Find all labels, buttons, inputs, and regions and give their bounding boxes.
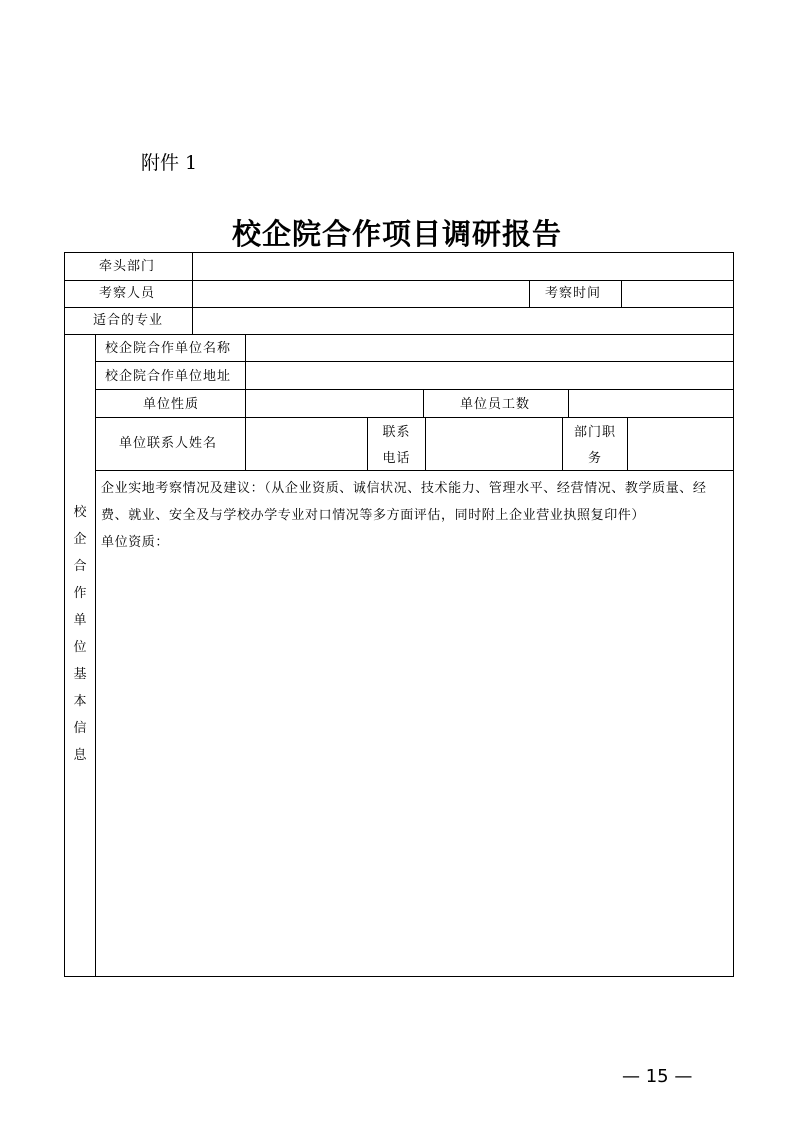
side-label-char: 位 <box>73 640 87 655</box>
position-label-line: 务 <box>587 451 602 466</box>
unit-nature-field[interactable] <box>246 389 422 417</box>
side-label-char: 基 <box>73 667 87 682</box>
phone-field[interactable] <box>426 417 561 470</box>
page-title: 校企院合作项目调研报告 <box>231 217 562 251</box>
inspect-time-field[interactable] <box>622 280 733 307</box>
position-label <box>563 420 627 472</box>
employees-field[interactable] <box>569 389 733 417</box>
col-divider <box>95 334 96 977</box>
position-field[interactable] <box>628 417 733 470</box>
employees-label: 单位员工数 <box>460 397 531 412</box>
col-divider <box>529 280 530 307</box>
side-label-vertical <box>65 499 95 769</box>
col-divider <box>423 389 424 417</box>
unit-address-label: 校企院合作单位地址 <box>105 369 232 384</box>
unit-name-field[interactable] <box>246 334 733 361</box>
attachment-label: 附件 1 <box>141 152 198 174</box>
phone-label-line: 电话 <box>382 451 411 466</box>
page-number: — 15 — <box>622 1066 693 1087</box>
contact-name-label: 单位联系人姓名 <box>119 436 218 451</box>
side-label-char: 息 <box>73 748 87 763</box>
side-label-char: 校 <box>73 505 87 520</box>
unit-nature-label: 单位性质 <box>143 397 200 412</box>
side-label-char: 本 <box>73 694 87 709</box>
inspect-time-label: 考察时间 <box>545 286 602 301</box>
lead-dept-field[interactable] <box>193 253 733 280</box>
phone-label <box>368 420 425 472</box>
unit-address-field[interactable] <box>246 361 733 389</box>
inspectors-field[interactable] <box>193 280 528 307</box>
side-label-char: 合 <box>73 559 87 574</box>
report-form <box>64 252 734 977</box>
side-label-char: 单 <box>73 613 87 628</box>
inspectors-label: 考察人员 <box>99 286 156 301</box>
side-label-char: 作 <box>73 586 87 601</box>
side-label-char: 信 <box>73 721 87 736</box>
lead-dept-label: 牵头部门 <box>99 259 156 274</box>
notes-instruction: 企业实地考察情况及建议：（从企业资质、诚信状况、技术能力、管理水平、经营情况、教学质量、经费、就业、安全及与学校办学专业对口情况等多方面评估，同时附上企业营业执照复印件） <box>101 481 707 523</box>
phone-label-line: 联系 <box>382 425 411 440</box>
suitable-major-field[interactable] <box>193 307 733 334</box>
contact-name-field[interactable] <box>246 417 366 470</box>
inspection-notes[interactable] <box>101 475 733 556</box>
qualification-label: 单位资质： <box>101 535 170 550</box>
side-label-char: 企 <box>73 532 87 547</box>
unit-name-label: 校企院合作单位名称 <box>105 341 232 356</box>
suitable-major-label: 适合的专业 <box>93 313 164 328</box>
position-label-line: 部门职 <box>573 425 616 440</box>
